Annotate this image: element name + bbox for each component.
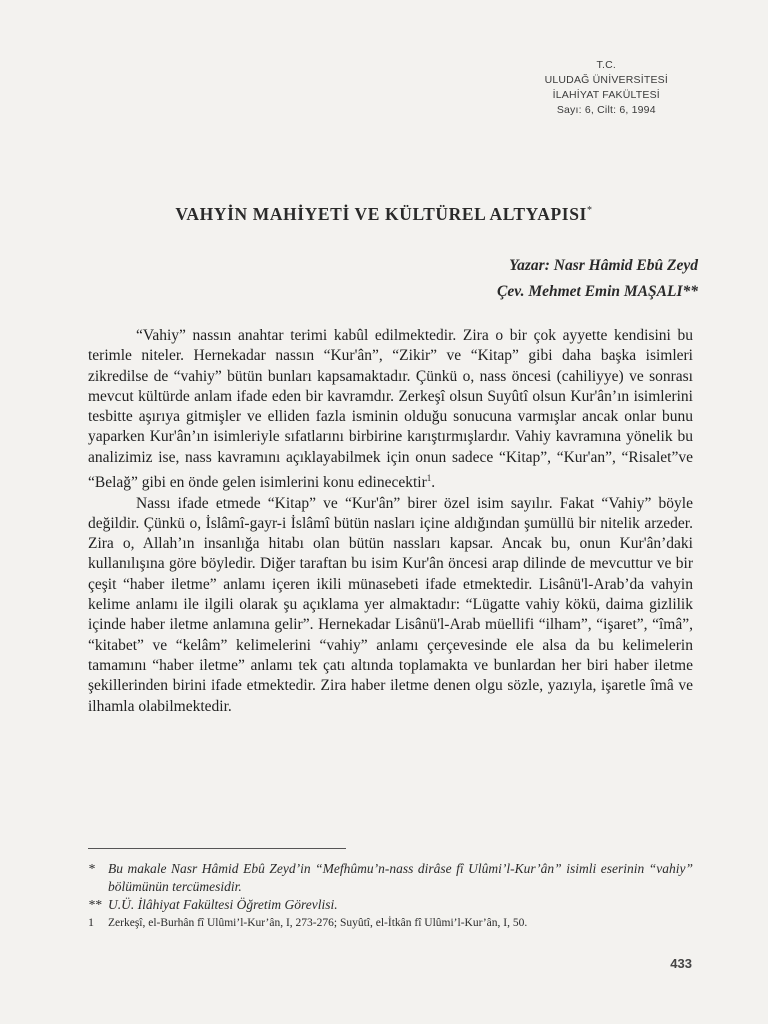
title-footnote-marker: *: [586, 205, 593, 217]
footnote-divider: [88, 848, 346, 849]
paragraph-1-end: .: [431, 474, 436, 492]
footnote-text: Bu makale Nasr Hâmid Ebû Zeyd’in “Mefhûmu’n-nass dirâse fî Ulûmi’l-Kur’ân” isimli eserinin “vahiy” bölümünün tercümesidir.: [108, 861, 693, 894]
author-line: Yazar: Nasr Hâmid Ebû Zeyd: [509, 257, 698, 274]
paragraph-1: [88, 326, 693, 494]
footnotes: [88, 860, 693, 932]
footnote-item: [88, 914, 693, 932]
page-number: 433: [670, 956, 692, 971]
paragraph-2: Nassı ifade etmede “Kitap” ve “Kur'ân” birer özel isim sayılır. Fakat “Vahiy” böyle değildir. Çünkü o, İslâmî-gayr-i İslâmî bütün nasları içine aldığından şumüllü bir nitelik arzeder. Zira o, Allah’ın insanlığa hitabı olan bütün nassları kapsar. Ancak bu, onun Kur'ân’daki kullanılışına göre böyledir. Diğer taraftan bu isim Kur'ân öncesi arap dilinde de mevcuttur ve bir çeşit “haber iletme” anlamı içeren ikili münasebeti ifade etmektedir. Lisânü'l-Arab’da vahyin kelime anlamı ile ilgili olarak şu açıklama yer almaktadır: “Lügatte vahiy kökü, daima gizlilik içinde haber iletme anlamına gelir”. Hernekadar Lisânü'l-Arab müellifi “ilham”, “işaret”, “îmâ”, “kitabet” ve “kelâm” kelimelerini “vahiy” anlamı çerçevesinde ele alsa da bu kelimelerin tamamını “haber iletme” anlamı tek çatı altında toplamakta ve bunlardan her biri haber iletme şekillerinden birini ifade etmektedir. Zira haber iletme denen olgu sözle, yazıyla, işaretle îmâ ve ilhamla olabilmektedir.: [88, 494, 693, 715]
translator-line: Çev. Mehmet Emin MAŞALI**: [497, 283, 698, 300]
footnote-mark: 1: [88, 915, 94, 929]
header-issue: Sayı: 6, Cilt: 6, 1994: [556, 104, 656, 116]
article-body: [88, 326, 693, 717]
article-title-text: VAHYİN MAHİYETİ VE KÜLTÜREL ALTYAPISI: [175, 204, 587, 224]
paragraph-1-text: “Vahiy” nassın anahtar terimi kabûl edilmektedir. Zira o bir çok ayyette kendisini bu terimle niteler. Hernekadar nassın “Kur'ân”, “Zikir” ve “Kitap” gibi daha başka isimleri zikredilse de “vahiy” bütün bunları kapsamaktadır. Çünkü o, nass öncesi (cahiliyye) ve sonrası mevcut kültürde anlam ifade eden bir kavramdır. Zerkeşî olsun Suyûtî olsun Kur'ân’ın isimlerini tesbitte aşırıya gitmişler ve elliden fazla isminin olduğu sonucuna varmışlar ancak onlar bunu yaparken Kur'ân’ın isimleriyle sıfatlarını birbirine karıştırmışlardır. Vahiy kavramına yönelik bu analizimiz ise, nass kavramını açıklayabilmek için onun sadece “Kitap”, “Kur'an”, “Risalet”ve “Belağ” gibi en önde gelen isimlerini konu edinecektir: [88, 327, 693, 492]
header-university: ULUDAĞ ÜNİVERSİTESİ: [544, 74, 668, 86]
footnote-item: [88, 860, 693, 896]
header-country: T.C.: [596, 59, 617, 71]
article-title: [0, 204, 768, 225]
footnote-mark: **: [88, 897, 102, 912]
footnote-reference-1: 1: [426, 473, 432, 484]
footnote-mark: *: [88, 861, 95, 876]
header-faculty: İLAHİYAT FAKÜLTESİ: [552, 89, 660, 101]
footnote-text: Zerkeşî, el-Burhân fî Ulûmi’l-Kur’ân, I, 273-276; Suyûtî, el-İtkân fî Ulûmi’l-Kur’ân, I, 50.: [108, 917, 528, 929]
footnote-item: [88, 896, 693, 914]
footnote-text: U.Ü. İlâhiyat Fakültesi Öğretim Görevlisi.: [108, 897, 338, 912]
journal-header: [545, 58, 668, 118]
